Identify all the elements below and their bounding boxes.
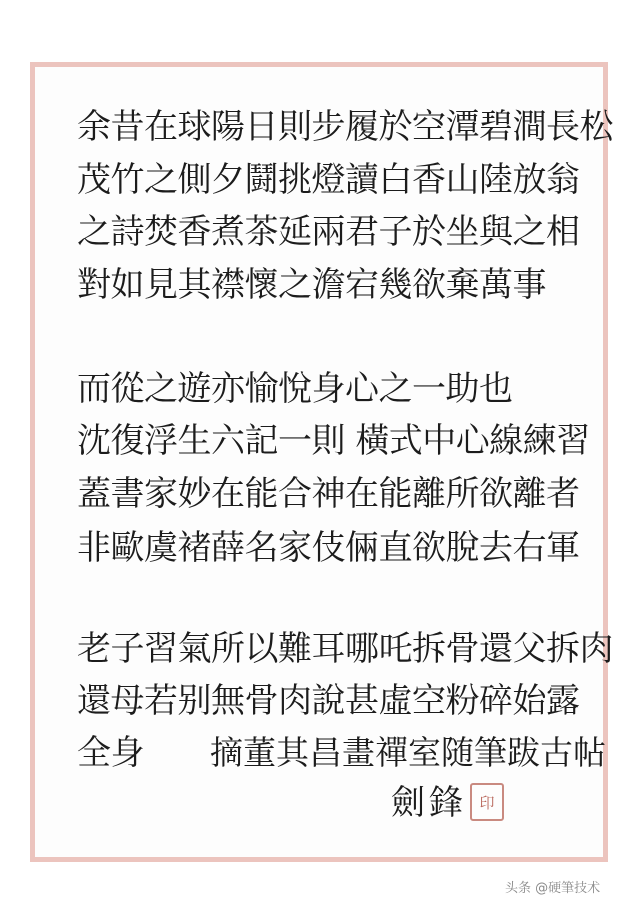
calligraphy-line-9: 老子習氣所以難耳哪吒拆骨還父拆肉 [77,629,613,669]
attribution-text: 摘董其昌畫禪室随筆跋古帖 [210,733,606,772]
seal-text: 印 [479,793,495,812]
calligraphy-line-10: 還母若别無骨肉說甚虛空粉碎始露 [77,681,580,721]
calligraphy-line-4: 對如見其襟懷之澹宕幾欲棄萬事 [77,265,546,305]
calligraphy-line-1: 余昔在球陽日則步履於空潭碧澗長松 [77,107,613,147]
seal-stamp [470,783,504,821]
calligraphy-line-3: 之詩焚香煮茶延兩君子於坐與之相 [77,212,580,252]
calligraphy-line-6: 沈復浮生六記一則 橫式中心線練習 [77,421,590,461]
calligraphy-line-5: 而從之遊亦愉悅身心之一助也 [77,369,513,409]
calligraphy-line-11: 全身 [77,733,144,773]
calligraphy-sheet [30,62,613,862]
signature: 劍鋒 [391,783,467,823]
calligraphy-line-7: 蓋書家妙在能合神在能離所欲離者 [77,474,580,514]
calligraphy-line-8: 非歐虞褚薛名家伎倆直欲脫去右軍 [77,528,580,568]
watermark: 头条 @硬筆技术 [505,881,601,896]
calligraphy-line-2: 茂竹之側夕鬪挑燈讀白香山陸放翁 [77,160,580,200]
